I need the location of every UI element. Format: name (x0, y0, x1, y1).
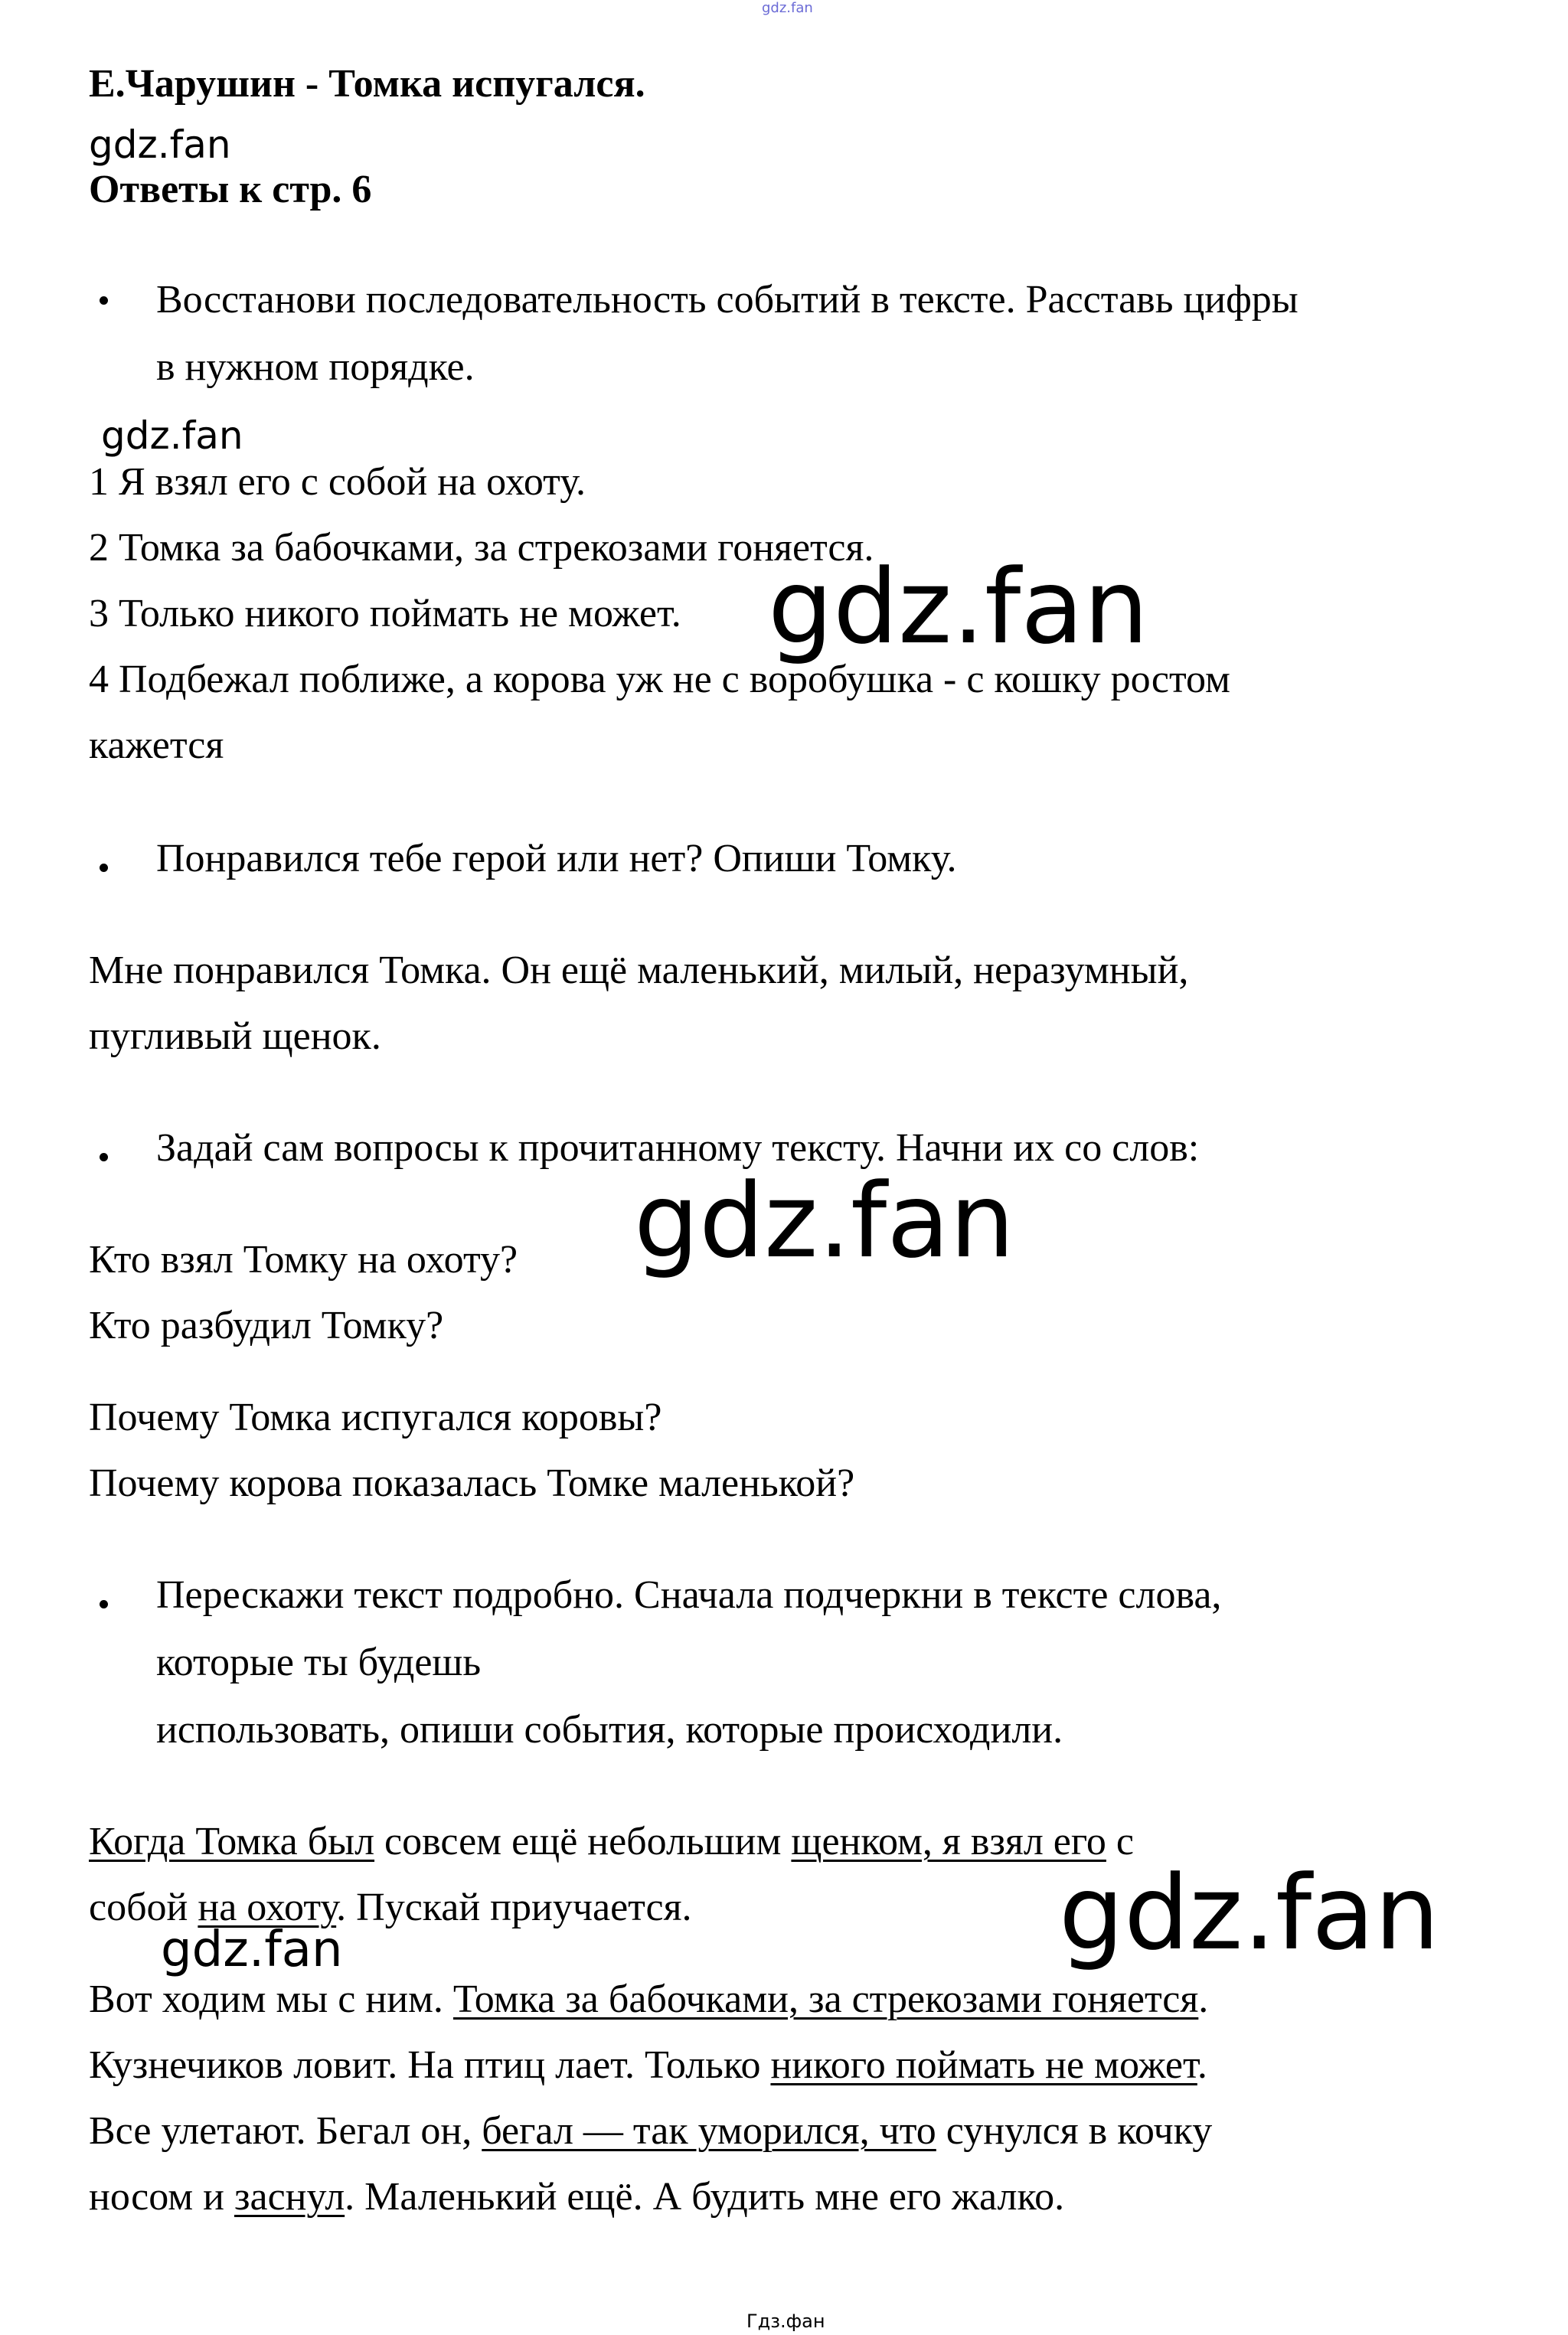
task3-question: Задай сам вопросы к прочитанному тексту. Начни их со слов: (156, 1126, 1200, 1170)
story-text: . (1197, 2043, 1207, 2087)
bullet-2 (100, 864, 108, 872)
story-text: . Пускай приучается. (336, 1886, 692, 1929)
task3-q1: Кто взял Томку на охоту? (89, 1238, 518, 1282)
page-footer: Гдз.фан (746, 2311, 825, 2332)
story-line-6 (89, 2174, 1064, 2220)
top-watermark: gdz.fan (762, 0, 813, 16)
task2-answer-line2: пугливый щенок. (89, 1014, 381, 1058)
task1-answer-2: 2 Томка за бабочками, за стрекозами гоняется. (89, 526, 874, 570)
story-text: . (1198, 1977, 1209, 2021)
story-text: совсем ещё небольшим (374, 1820, 792, 1863)
underlined-phrase: никого поймать не может (770, 2043, 1197, 2087)
task4-line2: которые ты будешь (156, 1641, 482, 1684)
story-line-1 (89, 1819, 1134, 1865)
story-text: Вот ходим мы с ним. (89, 1977, 453, 2021)
story-text: Все улетают. Бегал он, (89, 2109, 482, 2153)
story-text: носом и (89, 2175, 234, 2219)
task1-answer-1: 1 Я взял его с собой на охоту. (89, 460, 586, 504)
watermark-large-3: gdz.fan (1059, 1853, 1440, 1973)
bullet-4 (100, 1600, 108, 1608)
story-line-3 (89, 1977, 1208, 2023)
watermark-small-1: gdz.fan (89, 122, 231, 167)
task4-line1: Перескажи текст подробно. Сначала подчеркни в тексте слова, (156, 1573, 1222, 1617)
watermark-large-1: gdz.fan (768, 547, 1149, 667)
task4-line3: использовать, опиши события, которые происходили. (156, 1708, 1063, 1752)
story-text: сунулся в кочку (936, 2109, 1213, 2153)
task3-q4: Почему корова показалась Томке маленькой? (89, 1461, 855, 1505)
story-text: . Маленький ещё. А будить мне его жалко. (345, 2175, 1065, 2219)
watermark-small-3: gdz.fan (161, 1922, 343, 1978)
underlined-phrase: заснул (234, 2175, 345, 2219)
story-text: собой (89, 1886, 198, 1929)
task3-q2: Кто разбудил Томку? (89, 1304, 444, 1347)
task1-answer-4: 4 Подбежал поближе, а корова уж не с воробушка - с кошку ростом (89, 658, 1230, 701)
story-line-4 (89, 2043, 1207, 2088)
story-text: Кузнечиков ловит. На птиц лает. Только (89, 2043, 771, 2087)
task1-line2: в нужном порядке. (156, 345, 475, 389)
story-text: с (1106, 1820, 1134, 1863)
bullet-3 (100, 1153, 108, 1161)
task2-answer-line1: Мне понравился Томка. Он ещё маленький, милый, неразумный, (89, 949, 1189, 992)
underlined-phrase: Когда Томка был (89, 1820, 375, 1863)
underlined-phrase: щенком, я взял его (791, 1820, 1106, 1863)
story-line-5 (89, 2108, 1212, 2154)
watermark-small-2: gdz.fan (101, 413, 243, 458)
bullet-1 (100, 296, 108, 305)
task1-answer-tail: кажется (89, 723, 224, 767)
underlined-phrase: бегал — так уморился, что (482, 2109, 936, 2153)
underlined-phrase: на охоту (198, 1886, 337, 1929)
page-subtitle: Ответы к стр. 6 (89, 168, 372, 211)
task2-question: Понравился тебе герой или нет? Опиши Томку. (156, 837, 957, 880)
watermark-large-2: gdz.fan (634, 1161, 1015, 1281)
underlined-phrase: Томка за бабочками, за стрекозами гоняется (452, 1977, 1199, 2021)
task1-line1: Восстанови последовательность событий в тексте. Расставь цифры (156, 278, 1298, 322)
task3-q3: Почему Томка испугался коровы? (89, 1396, 662, 1439)
page-title: Е.Чарушин - Томка испугался. (89, 62, 645, 106)
task1-answer-3: 3 Только никого поймать не может. (89, 592, 681, 635)
